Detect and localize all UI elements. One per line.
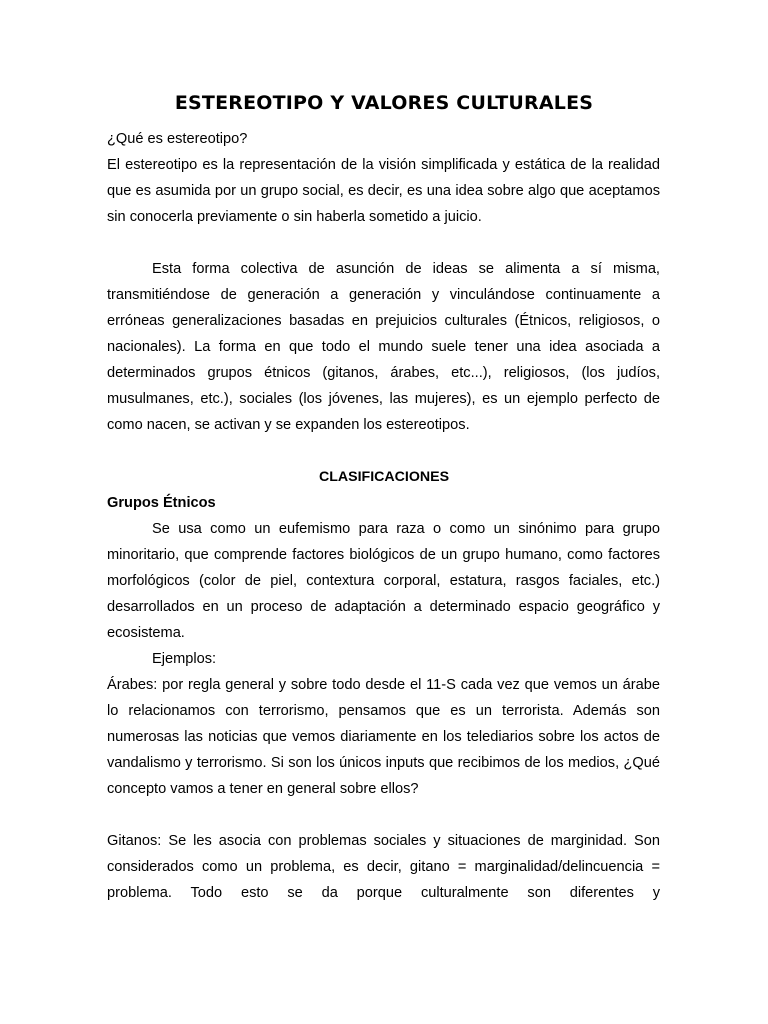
ethnic-groups-section [107, 490, 660, 802]
classifications-heading: CLASIFICACIONES [318, 469, 450, 485]
question-line: ¿Qué es estereotipo? [107, 131, 248, 147]
collective-ideas-section [107, 256, 660, 438]
document-title: ESTEREOTIPO Y VALORES CULTURALES [174, 92, 594, 114]
gypsies-paragraph: Gitanos: Se les asocia con problemas sociales y situaciones de marginidad. Son considerados como un problema, es decir, gitano = marginalidad/delincuencia = problema. Todo esto se da porque culturalmente son diferentes y [107, 833, 660, 901]
intro-section [107, 126, 660, 230]
examples-label: Ejemplos: [152, 651, 217, 667]
gypsies-section [107, 828, 660, 906]
arabs-paragraph: Árabes: por regla general y sobre todo desde el 11-S cada vez que vemos un árabe lo relacionamos con terrorismo, pensamos que es un terrorista. Además son numerosas las noticias que vemos diariamente en los telediarios sobre los actos de vandalismo y terrorismo. Si son los únicos inputs que recibimos de los medios, ¿Qué concepto vamos a tener en general sobre ellos? [107, 677, 660, 797]
ethnic-groups-paragraph: Se usa como un eufemismo para raza o como un sinónimo para grupo minoritario, que comprende factores biológicos de un grupo humano, como factores morfológicos (color de piel, contextura corporal, estatura, rasgos faciales, etc.) desarrollados en un proceso de adaptación a determinado espacio geográfico y ecosistema. [107, 521, 660, 641]
ethnic-groups-heading: Grupos Étnicos [107, 495, 216, 511]
definition-paragraph: El estereotipo es la representación de la visión simplificada y estática de la realidad que es asumida por un grupo social, es decir, es una idea sobre algo que aceptamos sin conocerla previamente o sin haberla sometido a juicio. [107, 157, 660, 225]
collective-ideas-paragraph: Esta forma colectiva de asunción de ideas se alimenta a sí misma, transmitiéndose de generación a generación y vinculándose continuamente a erróneas generalizaciones basadas en prejuicios culturales (Étnicos, religiosos, o nacionales). La forma en que todo el mundo suele tener una idea asociada a determinados grupos étnicos (gitanos, árabes, etc...), religiosos, (los judíos, musulmanes, etc.), sociales (los jóvenes, las mujeres), es un ejemplo perfecto de como nacen, se activan y se expanden los estereotipos. [107, 261, 660, 433]
